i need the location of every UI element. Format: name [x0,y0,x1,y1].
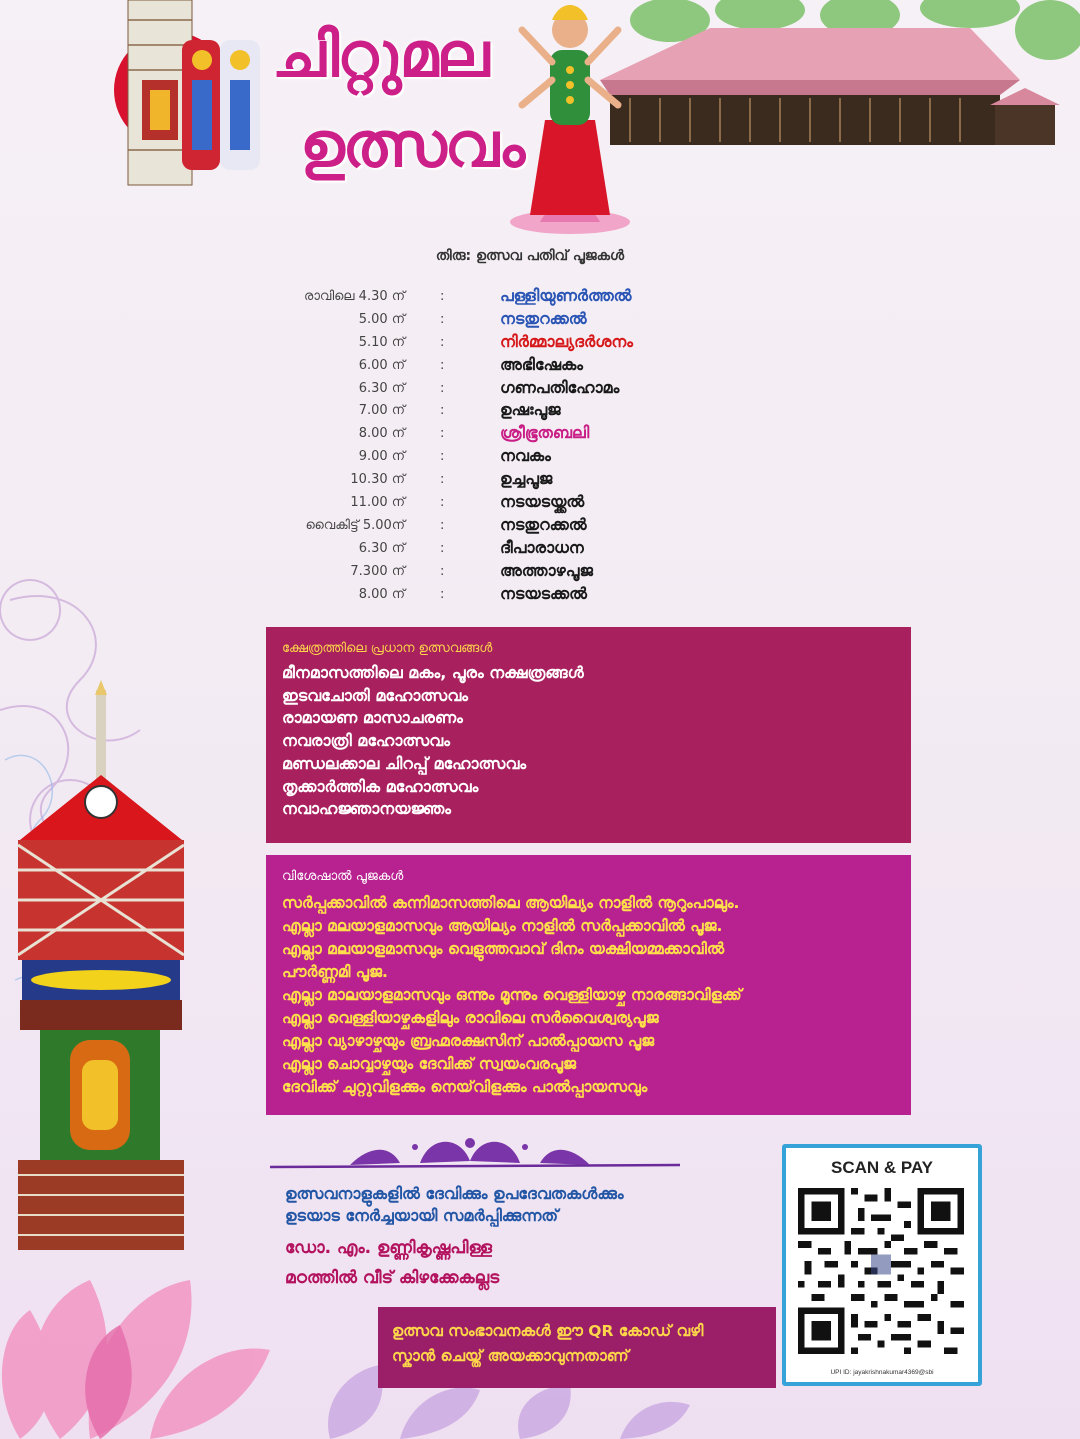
schedule-event: നടതുറക്കൽ [500,308,587,328]
schedule-row [240,468,760,491]
schedule-row [240,399,760,422]
schedule-row [240,308,760,331]
schedule-time: 5.00 ന് [358,311,405,327]
upi-id: UPI ID: jayakrishnakumar4369@sbi [830,1369,934,1376]
schedule-row [240,422,760,445]
donation-note-panel [378,1307,776,1388]
schedule-row [240,537,760,560]
festival-item: നവാഹജ്ഞാനയജ്ഞം [282,799,451,819]
scan-pay-title: SCAN & PAY [830,1158,934,1177]
title-line-temple-name: ചിറ്റുമല [272,18,488,91]
puja-item: സർപ്പക്കാവിൽ കന്നിമാസത്തിലെ ആയില്യം നാളിൽ നൂറുംപാലും. [282,894,740,912]
schedule-time: 10.30 ന് [350,472,405,488]
schedule-separator: : [440,540,445,556]
schedule-time: 11.00 ന് [350,495,405,511]
title-line-festival: ഉത്സവം [300,108,524,181]
temple-building-illustration [600,20,1080,150]
schedule-time: 6.30 ന് [358,380,405,396]
schedule-row [240,491,760,514]
schedule-event: നിർമ്മാല്യദർശനം [500,331,633,351]
schedule-time: വൈകിട്ട് 5.00ന് [305,517,405,533]
schedule-separator: : [440,586,445,602]
festival-item: ഇടവചോതി മഹോത്സവം [282,685,468,705]
schedule-time: 6.00 ന് [358,357,405,373]
puja-item: എല്ലാ വെള്ളിയാഴ്ചകളിലും രാവിലെ സർവൈശ്വര്യപൂജ [282,1009,659,1027]
qr-code-icon[interactable] [798,1188,964,1354]
schedule-row [240,331,760,354]
schedule-time: 7.00 ന് [358,403,405,419]
special-pujas-panel [266,855,911,1115]
schedule-separator: : [440,472,445,488]
schedule-time: 9.00 ന് [358,449,405,465]
daily-schedule [240,285,760,605]
schedule-row [240,445,760,468]
schedule-separator: : [440,563,445,579]
schedule-row [240,377,760,400]
schedule-event: നടതുറക്കൽ [500,514,587,534]
temple-chariot-illustration [0,680,200,1280]
donor-name: ഡോ. എം. ഉണ്ണികൃഷ്ണപിള്ള [285,1238,492,1258]
festival-item: രാമായണ മാസാചരണം [282,708,463,728]
schedule-event: ഉഷഃപൂജ [500,400,561,420]
dedication-line: ഉത്സവനാളുകളിൽ ദേവിക്കും ഉപദേവതകൾക്കും [285,1184,624,1203]
schedule-event: ദീപാരാധന [500,537,584,557]
schedule-event: പള്ളിയുണർത്തൽ [500,286,632,305]
schedule-time: 7.300 ന് [350,563,405,579]
festival-title [272,18,522,188]
schedule-event: നടയടക്കൽ [500,583,587,603]
schedule-time: രാവിലെ 4.30 ന് [304,289,405,304]
schedule-separator: : [440,289,445,304]
main-festivals-panel [266,627,911,843]
schedule-time: 8.00 ന് [358,426,405,442]
schedule-event: അഭിഷേകം [500,354,583,374]
schedule-row [240,285,760,308]
special-pujas-heading: വിശേഷാൽ പൂജകൾ [282,869,404,884]
schedule-event: ശ്രീഭൂതബലി [500,423,590,443]
schedule-row [240,560,760,583]
schedule-time: 8.00 ന് [358,586,405,602]
puja-item: ദേവിക്ക് ചുറ്റുവിളക്കും നെയ്‌വിളക്കും പാൽപ്പായസവും [282,1078,648,1096]
schedule-separator: : [440,426,445,442]
dedication-block [285,1183,765,1293]
schedule-event: നടയടയ്ക്കൽ [500,492,585,512]
festival-item: മീനമാസത്തിലെ മകം, പൂരം നക്ഷത്രങ്ങൾ [282,663,584,682]
schedule-separator: : [440,449,445,465]
puja-item: പൗർണ്ണമി പൂജ. [282,963,388,981]
festivals-heading: ക്ഷേത്രത്തിലെ പ്രധാന ഉത്സവങ്ങൾ [282,641,493,656]
schedule-event: ഉച്ചപൂജ [500,469,553,489]
schedule-event: അത്താഴപൂജ [500,560,593,580]
schedule-time: 6.30 ന് [358,540,405,556]
festival-item: നവരാത്രി മഹോത്സവം [282,731,450,751]
dedication-line: ഉടയാട നേർച്ചയായി സമർപ്പിക്കുന്നത് [285,1206,559,1225]
festival-item: തൃക്കാർത്തിക മഹോത്സവം [282,776,479,796]
puja-item: എല്ലാ മലയാളമാസവും വെളുത്തവാവ് ദിനം യക്ഷിയമ്മക്കാവിൽ [282,940,725,958]
puja-item: എല്ലാ മാലയാളമാസവും ഒന്നും മൂന്നും വെള്ളിയാഴ്ച നാരങ്ങാവിളക്ക് [282,986,742,1004]
schedule-row [240,354,760,377]
schedule-separator: : [440,357,445,373]
schedule-separator: : [440,495,445,511]
schedule-event: ഗണപതിഹോമം [500,377,620,397]
donation-note-line: സ്കാൻ ചെയ്ത് അയക്കാവുന്നതാണ് [392,1347,629,1365]
scan-and-pay-card [782,1144,982,1386]
schedule-row [240,514,760,537]
festival-item: മണ്ഡലക്കാല ചിറപ്പ് മഹോത്സവം [282,753,527,773]
festival-float-illustration [112,0,272,190]
schedule-row [240,583,760,606]
schedule-separator: : [440,380,445,396]
donation-note-line: ഉത്സവ സംഭാവനകൾ ഈ QR കോഡ് വഴി [392,1322,704,1340]
schedule-event: നവകം [500,446,551,466]
puja-item: എല്ലാ വ്യാഴാഴ്ചയും ബ്രഹ്മരക്ഷസിന് പാൽപ്പായസ പൂജ [282,1032,655,1050]
schedule-separator: : [440,334,445,350]
schedule-separator: : [440,311,445,327]
puja-item: എല്ലാ മലയാളമാസവും ആയില്യം നാളിൽ സർപ്പക്കാവിൽ പൂജ. [282,917,723,935]
schedule-time: 5.10 ന് [358,334,405,350]
donor-address: മഠത്തിൽ വീട് കിഴക്കേകല്ലട [285,1268,500,1288]
schedule-separator: : [440,403,445,419]
schedule-separator: : [440,517,445,533]
ornament-divider [270,1125,680,1175]
puja-item: എല്ലാ ചൊവ്വാഴ്ചയും ദേവിക്ക് സ്വയംവരപൂജ [282,1055,577,1073]
schedule-heading: തിരു: ഉത്സവ പതിവ് പൂജകൾ [435,248,625,264]
